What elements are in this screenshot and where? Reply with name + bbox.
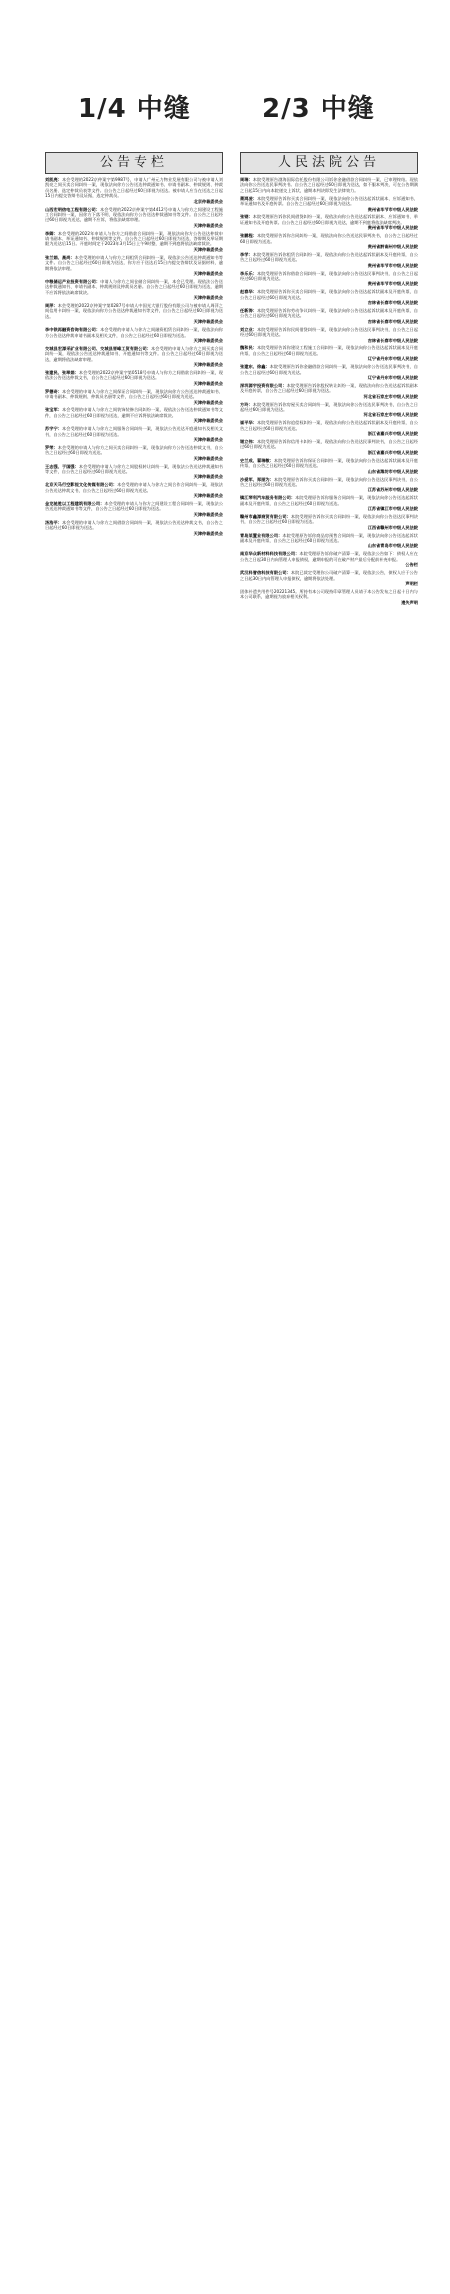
notice-addressee: 王志强、于国强：	[45, 463, 79, 469]
notice-body: 本会受理的申请人与你方之间租赁合同纠纷一案，现依法公告送达仲裁通知书等文件。自公告之日起经过60日即视为送达，你方应于送达后15日内提交答辩状及证据材料，逾期将依法审理。	[45, 254, 223, 271]
notice-addressee: 刘立业：	[240, 326, 257, 332]
notice-body: 本会受理的申请人与你方之间借款合同纠纷一案，现依法公告送达仲裁文书，自公告之日起经过60日即视为送达。	[45, 519, 223, 531]
left-page-title: 1/4 中缝	[78, 94, 191, 124]
notice-addressee: 张钢：	[240, 214, 253, 220]
notice-body: 团体补遗共用件号20221345。所持有本公司现持印章管理人员请于本公告发布之日起十日内与本公司联系，逾期视为放弃相关权利。	[240, 588, 418, 600]
notice-addressee: 魏和民：	[240, 345, 257, 351]
notice-item	[45, 303, 223, 325]
notice-item	[240, 327, 418, 343]
notice-body: 本会受理的申请人与你方之间融资租赁合同纠纷一案，现依法向你方公告送达仲裁申请书副本及相关文件，自公告之日起经过60日即视为送达。	[45, 327, 223, 338]
right-notice-column	[240, 152, 418, 2270]
notice-issuer: 辽宁省丹东市中级人民法院	[367, 356, 418, 362]
notice-item	[45, 464, 223, 480]
notice-issuer: 辽宁省丹东市中级人民法院	[367, 375, 418, 380]
notice-addressee: 李学：	[240, 251, 253, 257]
notice-item	[45, 207, 223, 229]
notice-issuer: 吉林省长春市中级人民法院	[367, 318, 418, 324]
notice-item	[45, 407, 223, 423]
notice-body: 本院受理原告诉你民间借贷纠纷一案，现依法向你公告送达起诉状副本、应诉通知书、举证通知书及开庭传票。自公告之日起经过60日即视为送达，逾期不到庭将依法缺席判决。	[240, 214, 418, 225]
notice-issuer: 天津仲裁委员会	[193, 399, 223, 405]
left-column-header: 公告专栏	[45, 152, 223, 174]
notice-item	[240, 252, 418, 268]
notice-body: 本院受理原告诉你买卖合同纠纷一案，现依法向你公告送达民事判决书，自公告之日起经过60日即视为送达。	[240, 476, 418, 487]
notice-body: 本院受理原告诉你保证合同纠纷一案，现依法向你公告送达起诉状副本及开庭传票，自公告之日起经过60日即视为送达。	[240, 457, 418, 469]
notice-issuer: 北京仲裁委员会	[193, 198, 223, 204]
notice-addressee: 深圳源宇投资有限公司：	[240, 382, 287, 388]
notice-addressee: 金龙驰胜以工程建筑有限公司：	[45, 501, 105, 507]
left-notice-column	[45, 152, 223, 2270]
notice-addressee: 赵春华：	[240, 289, 257, 295]
notice-body: 本会受理的2022京仲案字第9987号，申请人广州元力物业发展有限公司与被申请人刘凯亮之间买卖合同纠纷一案，现依法向你方公告送达仲裁通知书、申请书副本、仲裁规则、仲裁员名册、选定仲裁员表等文件。自公告之日起经过60日即视为送达。被申请人应当在送达之日起15日内提交答辩书及证据，选定仲裁员。	[45, 177, 223, 199]
notice-body: 本院受理原告诉你房屋买卖合同纠纷一案，现依法向你公告送达民事判决书，自公告之日起经过60日即视为送达。	[240, 401, 418, 413]
notice-issuer: 吉林省长春市中级人民法院	[367, 300, 418, 306]
notice-body: 本院受理原告诉你商品房预售合同纠纷一案，现依法向你公告送达起诉状副本及开庭传票，自公告之日起经过60日即视为送达。	[240, 532, 418, 544]
notice-body: 本院受理原告诉你合同纠纷一案，现依法向你公告送达民事判决书，自公告之日起经过60日即视为送达。	[240, 233, 418, 244]
notice-body: 本院受理原告诉你金融借款合同纠纷一案，现依法向你公告送达民事判决书，自公告之日起经过60日即视为送达。	[240, 364, 418, 375]
notice-body: 本院受理原告诉你破产清算一案，现依法公告如下：债权人应在公告之日起30日内向管理人申报债权，逾期申报的可在破产财产最后分配前补充申报。	[240, 551, 418, 562]
notice-body: 本会受理的2022京仲案字第0518号申请人与你方之间借款合同纠纷一案，现依法公告送达仲裁文书，自公告之日起经过60日即视为送达。	[45, 370, 223, 381]
notice-item	[45, 520, 223, 536]
notice-item	[45, 501, 223, 517]
notice-item	[240, 383, 418, 399]
notice-body: 本院受理原告诉你股权转让纠纷一案，现依法向你公告送达起诉状副本及开庭传票，自公告之日起经过60日即视为送达。	[240, 382, 418, 394]
notice-addressee: 周瑞：	[240, 177, 253, 182]
notice-item	[240, 495, 418, 511]
notice-addressee: 山西宏明信电工程有限公司：	[45, 206, 101, 212]
notice-item	[240, 477, 418, 493]
notice-issuer: 天津仲裁委员会	[193, 319, 223, 325]
notice-issuer: 河北省石家庄市中级人民法院	[363, 393, 418, 399]
notice-body: 本院受理原告诉你建设工程施工合同纠纷一案，现依法向你公告送达起诉状副本及开庭传票，自公告之日起经过60日即视为送达。	[240, 345, 418, 356]
notice-body: 本院受理原告诉你买卖合同纠纷一案，现依法向你公告送达起诉状副本及开庭传票，自公告之日起经过60日即视为送达。	[240, 289, 418, 300]
notice-body: 本会受理的申请人与你方之间买卖合同纠纷一案，现依法公告送达仲裁通知书、开庭通知书等文件。自公告之日起经过60日即视为送达，逾期将依法缺席审理。	[45, 345, 223, 362]
notice-body: 本院受理原告诉你劳动争议纠纷一案，现依法向你公告送达起诉状副本及开庭传票，自公告之日起经过60日即视为送达。	[240, 308, 418, 319]
notice-body: 本会受理的2022京仲案字第4412号申请人与你方之间建设工程施工合同纠纷一案，因你方下落不明，现依法向你方公告送达仲裁通知书等文件。自公告之日起经过60日即视为送达，逾期不应诉，将依法缺席审理。	[45, 206, 223, 223]
notice-issuer: 贵州省黔南州中级人民法院	[367, 243, 418, 249]
notice-item	[45, 255, 223, 277]
notice-addressee: 赣州市鑫源商贸有限公司：	[240, 513, 291, 519]
notice-issuer: 贵州省毕节市中级人民法院	[367, 262, 418, 268]
notice-issuer: 天津仲裁委员会	[193, 436, 223, 442]
notice-addressee: 武汉科誉信科技有限公司：	[240, 570, 291, 576]
notice-issuer: 浙江省嘉兴市中级人民法院	[367, 449, 418, 455]
notice-addressee: 周萍：	[45, 303, 58, 309]
notice-issuer: 江苏省苏州市中级人民法院	[367, 487, 418, 493]
notice-item	[240, 177, 418, 193]
notice-addressee: 张建民、张翠娟：	[45, 370, 79, 375]
notice-item	[240, 420, 418, 436]
notice-item	[45, 279, 223, 301]
notice-body: 申请人与你方之间仓储合同纠纷一案，本会已受理。现依法公告送达仲裁通知书、申请书副本、仲裁规则及仲裁员名册。自公告之日起经过60日即视为送达，逾期不应诉将依法缺席裁决。	[45, 278, 223, 295]
notice-addressee: 汤浩平：	[45, 519, 62, 525]
notice-issuer: 天津仲裁委员会	[193, 530, 223, 536]
right-column-header: 人民法院公告	[240, 152, 418, 174]
notice-issuer: 天津仲裁委员会	[193, 455, 223, 461]
notice-item	[45, 177, 223, 204]
notice-item	[240, 364, 418, 380]
notice-item	[240, 570, 418, 586]
notice-item	[45, 389, 223, 405]
notice-issuer: 天津仲裁委员会	[193, 362, 223, 368]
notice-issuer: 公告栏	[405, 562, 418, 568]
notice-body: 本会受理的申请人与你方之间保证合同纠纷一案，现依法向你方公告送达仲裁通知书、申请书副本、仲裁规则、仲裁员名册等文件，自公告之日起经过60日即视为送达。	[45, 388, 223, 400]
notice-item	[45, 346, 223, 368]
notice-issuer: 山东省潍坊市中级人民法院	[367, 468, 418, 474]
notice-body: 本院受理原告诉你借款合同纠纷一案，现依法向你公告送达民事判决书，自公告之日起经过60日即视为送达。	[240, 270, 418, 281]
right-notice-list	[240, 174, 418, 605]
notice-issuer: 天津仲裁委员会	[193, 337, 223, 343]
notice-body: 本院受理原告诉你租赁合同纠纷一案，现依法向你公告送达起诉状副本及开庭传票，自公告之日起经过60日即视为送达。	[240, 251, 418, 263]
notice-issuer: 天津仲裁委员会	[193, 493, 223, 499]
notice-item	[45, 482, 223, 498]
notice-addressee: 张宝军：	[45, 407, 62, 413]
notice-addressee: 萧鸿凌：	[240, 195, 257, 201]
notice-item	[240, 402, 418, 418]
notice-addressee: 刘凯亮：	[45, 177, 62, 182]
left-notice-list	[45, 174, 223, 536]
notice-body: 本院受理原告诉你买卖合同纠纷一案，现依法向你公告送达民事判决书，自公告之日起经过60日即视为送达。	[240, 513, 418, 525]
notice-issuer: 天津仲裁委员会	[193, 380, 223, 386]
notice-addressee: 青岛某置业有限公司：	[240, 532, 283, 538]
notice-addressee: 张鹏程：	[240, 233, 257, 239]
notice-body: 本会受理的申请人与你方之间合作合同纠纷一案，现依法公告送达仲裁文书，自公告之日起经过60日即视为送达。	[45, 482, 223, 493]
notice-item	[240, 345, 418, 361]
notice-issuer: 江苏省镇江市中级人民法院	[367, 506, 418, 512]
notice-item	[240, 439, 418, 455]
notice-addressee: 镇江琴利汽车服务有限公司：	[240, 495, 296, 501]
notice-issuer: 浙江省嘉兴市中级人民法院	[367, 431, 418, 437]
notice-body: 本会受理的申请人与你方之间买卖合同纠纷一案，现依法向你方公告送达仲裁文书，自公告之日起经过60日即视为送达。	[45, 444, 223, 456]
notice-body: 本会受理的申请人与你方之间服务合同纠纷一案，现依法公告送达开庭通知书及相关文书，自公告之日起经过60日即视为送达。	[45, 426, 223, 437]
notice-body: 本院受理原告诉你买卖合同纠纷一案，现依法向你公告送达起诉状副本、应诉通知书、举证通知书及开庭传票。自公告之日起经过60日即视为送达。	[240, 195, 418, 207]
notice-item	[240, 551, 418, 567]
notice-addressee: 史兰成、翟瑞敏：	[240, 457, 274, 463]
notice-issuer: 天津仲裁委员会	[193, 295, 223, 301]
notice-item	[45, 426, 223, 442]
notice-body: 本院受理原告诉你民间借贷纠纷一案，现依法向你公告送达民事判决书，自公告之日起经过60日即视为送达。	[240, 326, 418, 338]
notice-item	[240, 289, 418, 305]
notice-body: 本院受理原告诉你追偿权纠纷一案，现依法向你公告送达起诉状副本及开庭传票，自公告之日起经过60日即视为送达。	[240, 420, 418, 431]
notice-addressee: 中粮储运产业投资有限公司：	[45, 278, 101, 284]
notice-addressee: 南京华众新材料科技有限公司：	[240, 551, 300, 557]
notice-addressee: 张建东、徐鑫：	[240, 364, 270, 370]
notice-addressee: 任新涛：	[240, 308, 257, 314]
notice-item	[240, 196, 418, 212]
notice-addressee: 李卿：	[45, 230, 58, 236]
notice-issuer: 江西省赣州市中级人民法院	[367, 524, 418, 530]
notice-item	[45, 327, 223, 343]
notice-item	[240, 233, 418, 249]
notice-issuer: 山东省青岛市中级人民法院	[367, 543, 418, 549]
notice-issuer: 声明栏	[405, 580, 418, 586]
notice-body: 本会受理的申请人与你方之间股权转让纠纷一案，现依法公告送达仲裁通知书等文件，自公告之日起经过60日即视为送达。	[45, 463, 223, 474]
notice-issuer: 贵州省毕节市中级人民法院	[367, 206, 418, 212]
notice-body: 本会受理的申请人与你方之间建设工程合同纠纷一案，现依法公告送达仲裁通知书等文件，自公告之日起经过60日即视为送达。	[45, 501, 223, 512]
notice-addressee: 方玲：	[240, 401, 253, 407]
notice-body: 本院已裁定受理你公司破产清算一案，现依法公告，债权人应于公告之日起30日内向管理人申报债权，逾期将依法处理。	[240, 570, 418, 581]
notice-addressee: 沙爱军、郑丽为：	[240, 476, 274, 482]
notice-item	[240, 533, 418, 549]
notice-item	[45, 370, 223, 386]
notice-addressee: 交城县宏源采矿业有限公司、交城县晋峰工贸有限公司：	[45, 345, 151, 351]
notice-issuer: 天津仲裁委员会	[193, 246, 223, 252]
notice-addressee: 崔平华：	[240, 420, 257, 426]
notice-item	[45, 445, 223, 461]
notice-item	[45, 231, 223, 253]
notice-issuer: 遗失声明	[401, 599, 418, 605]
notice-addressee: 张兰娟、高尚：	[45, 254, 75, 260]
notice-body: 本院受理原告诉你服务合同纠纷一案，现依法向你公告送达起诉状副本及开庭传票，自公告之日起经过60日即视为送达。	[240, 495, 418, 506]
notice-item	[240, 271, 418, 287]
notice-addressee: 李中铁再融资咨询有限公司：	[45, 327, 101, 333]
notice-body: 本会受理的2022年申请人与你方之间借款合同纠纷一案，现依法向你方公告送达仲裁申请书副本、举证通知书、仲裁规则等文件。自公告之日起经过60日即视为送达，答辩期及举证期限为送达后15日。开庭时间定于2023年3月15日上午9时整，逾期不到庭将依法缺席裁决。	[45, 230, 223, 247]
notice-addressee: 李乐乐：	[240, 270, 257, 276]
notice-item	[240, 514, 418, 530]
notice-body: 本会受理的2022京仲案字第0287号申请人中国光大银行股份有限公司与被申请人周萍之间信用卡纠纷一案，现依法向你方公告送达仲裁通知书等文件，自公告之日起经过60日即视为送达。	[45, 303, 223, 319]
notice-issuer: 天津仲裁委员会	[193, 271, 223, 276]
notice-item	[240, 308, 418, 324]
notice-addressee: 北京天马行空影视文化传媒有限公司：	[45, 482, 118, 488]
notice-item	[240, 589, 418, 605]
notice-issuer: 河北省石家庄市中级人民法院	[363, 412, 418, 418]
notice-addressee: 罗德奇：	[45, 388, 62, 394]
notice-body: 本院受理原告诉你信用卡纠纷一案，现依法向你公告送达民事判决书，自公告之日起经过60日即视为送达。	[240, 439, 418, 450]
notice-issuer: 天津仲裁委员会	[193, 222, 223, 228]
notice-body: 本院受理原告渤海国际信托股份有限公司诉你金融借款合同纠纷一案，已审理终结。现依法向你公告送达民事判决书。自公告之日起经过60日即视为送达，如不服本判决，可在公告期满之日起15日内向本院递交上诉状，逾期本判决即发生法律效力。	[240, 177, 418, 193]
notice-addressee: 苏宇宁：	[45, 426, 62, 432]
notice-issuer: 贵州省毕节市中级人民法院	[367, 225, 418, 231]
notice-body: 本会受理的申请人与你方之间装饰装修合同纠纷一案，现依法公告送达仲裁通知书等文件，自公告之日起经过60日即视为送达，逾期不应诉将依法缺席裁决。	[45, 407, 223, 418]
notice-issuer: 贵州省毕节市中级人民法院	[367, 281, 418, 287]
notice-issuer: 天津仲裁委员会	[193, 418, 223, 424]
notice-issuer: 吉林省长春市中级人民法院	[367, 337, 418, 343]
notice-item	[240, 214, 418, 230]
notice-addressee: 罗荣：	[45, 444, 58, 450]
notice-issuer: 天津仲裁委员会	[193, 474, 223, 480]
right-page-title: 2/3 中缝	[262, 94, 375, 124]
notice-issuer: 天津仲裁委员会	[193, 511, 223, 517]
notice-item	[240, 458, 418, 474]
notice-addressee: 谢立伟：	[240, 439, 257, 445]
